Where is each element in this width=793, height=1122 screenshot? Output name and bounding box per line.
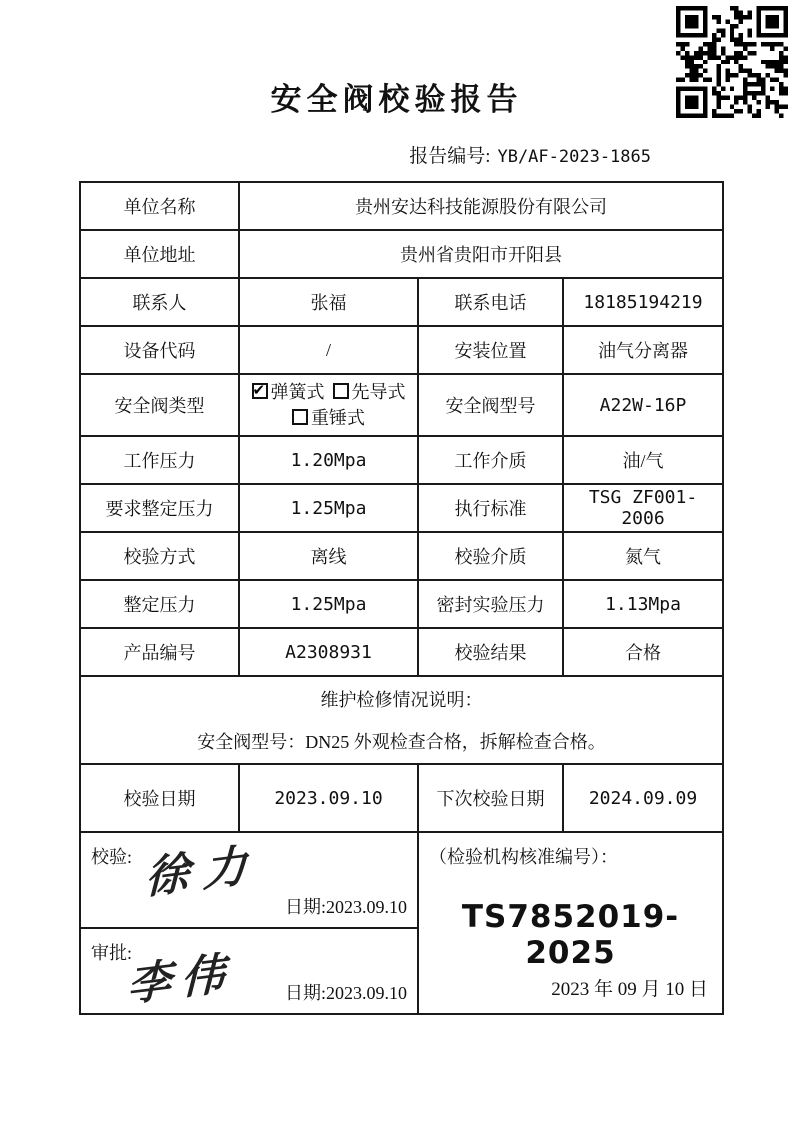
valve-model-value: A22W-16P: [563, 374, 723, 436]
valve-type-option-0-label: 弹簧式: [270, 382, 325, 402]
table-row-contact: [80, 278, 723, 326]
valve-type-option-1-label: 先导式: [351, 382, 406, 402]
working-pressure-label: 工作压力: [80, 436, 239, 484]
product-no-label: 产品编号: [80, 628, 239, 676]
agency-issue-date: 2023 年 09 月 10 日: [551, 979, 709, 1000]
table-row-dates: [80, 764, 723, 832]
unit-name-label: 单位名称: [80, 182, 239, 230]
calibration-date-label: 校验日期: [80, 764, 239, 832]
agency-label: （检验机构核准编号）：: [429, 847, 618, 867]
calibration-method-value: 离线: [239, 532, 418, 580]
product-no-value: A2308931: [239, 628, 418, 676]
maintenance-cell: [80, 676, 723, 764]
table-row-product-no: [80, 628, 723, 676]
verifier-date: 日期:2023.09.10: [284, 897, 407, 917]
verifier-cell: [80, 832, 418, 928]
checkbox-pilot-type-icon: [333, 383, 349, 399]
approver-cell: [80, 928, 418, 1014]
next-calibration-date-label: 下次校验日期: [418, 764, 563, 832]
checkbox-spring-type-icon: [252, 383, 268, 399]
device-code-label: 设备代码: [80, 326, 239, 374]
maintenance-title: 维护检修情况说明：: [320, 690, 483, 710]
install-location-value: 油气分离器: [563, 326, 723, 374]
contact-label: 联系人: [80, 278, 239, 326]
set-pressure-label: 整定压力: [80, 580, 239, 628]
maintenance-note: 安全阀型号：DN25 外观检查合格，拆解检查合格。: [197, 732, 606, 752]
table-row-valve-type: [80, 374, 723, 436]
table-row-calibration-method: [80, 532, 723, 580]
valve-type-label: 安全阀类型: [80, 374, 239, 436]
phone-value: 18185194219: [563, 278, 723, 326]
report-table: [79, 181, 724, 1015]
valve-type-option-2: [292, 408, 365, 428]
report-number: [409, 141, 651, 168]
next-calibration-date-value: 2024.09.09: [563, 764, 723, 832]
table-row-device: [80, 326, 723, 374]
table-row-verifier: [80, 832, 723, 928]
standard-label: 执行标准: [418, 484, 563, 532]
valve-type-option-1: [333, 382, 406, 402]
approver-date: 日期:2023.09.10: [284, 983, 407, 1003]
seal-test-pressure-value: 1.13Mpa: [563, 580, 723, 628]
approver-label: 审批:: [91, 943, 133, 963]
valve-type-option-2-label: 重锤式: [311, 408, 365, 428]
result-value: 合格: [563, 628, 723, 676]
contact-value: 张福: [239, 278, 418, 326]
required-set-pressure-value: 1.25Mpa: [239, 484, 418, 532]
agency-approval-code: TS7852019-2025: [461, 899, 680, 971]
table-row-unit-address: [80, 230, 723, 278]
result-label: 校验结果: [418, 628, 563, 676]
table-row-maintenance: [80, 676, 723, 764]
valve-type-option-0: [252, 382, 325, 402]
calibration-medium-label: 校验介质: [418, 532, 563, 580]
calibration-method-label: 校验方式: [80, 532, 239, 580]
report-number-value: YB/AF-2023-1865: [497, 147, 651, 167]
approver-signature: 李伟: [126, 947, 235, 1012]
unit-name-value: 贵州安达科技能源股份有限公司: [239, 182, 723, 230]
set-pressure-value: 1.25Mpa: [239, 580, 418, 628]
working-medium-value: 油/气: [563, 436, 723, 484]
standard-value: TSG ZF001-2006: [563, 484, 723, 532]
required-set-pressure-label: 要求整定压力: [80, 484, 239, 532]
table-row-required-set-pressure: [80, 484, 723, 532]
calibration-medium-value: 氮气: [563, 532, 723, 580]
device-code-value: /: [239, 326, 418, 374]
verifier-signature: 徐力: [144, 838, 261, 905]
working-medium-label: 工作介质: [418, 436, 563, 484]
valve-type-options: [239, 374, 418, 436]
unit-address-value: 贵州省贵阳市开阳县: [239, 230, 723, 278]
report-number-label: 报告编号:: [409, 146, 491, 167]
valve-model-label: 安全阀型号: [418, 374, 563, 436]
install-location-label: 安装位置: [418, 326, 563, 374]
checkbox-weight-type-icon: [292, 409, 308, 425]
seal-test-pressure-label: 密封实验压力: [418, 580, 563, 628]
working-pressure-value: 1.20Mpa: [239, 436, 418, 484]
agency-cell: [418, 832, 723, 1014]
verifier-label: 校验:: [91, 847, 133, 867]
page-title: 安全阀校验报告: [270, 82, 523, 117]
table-row-unit-name: [80, 182, 723, 230]
table-row-working-pressure: [80, 436, 723, 484]
unit-address-label: 单位地址: [80, 230, 239, 278]
phone-label: 联系电话: [418, 278, 563, 326]
table-row-set-pressure: [80, 580, 723, 628]
calibration-date-value: 2023.09.10: [239, 764, 418, 832]
